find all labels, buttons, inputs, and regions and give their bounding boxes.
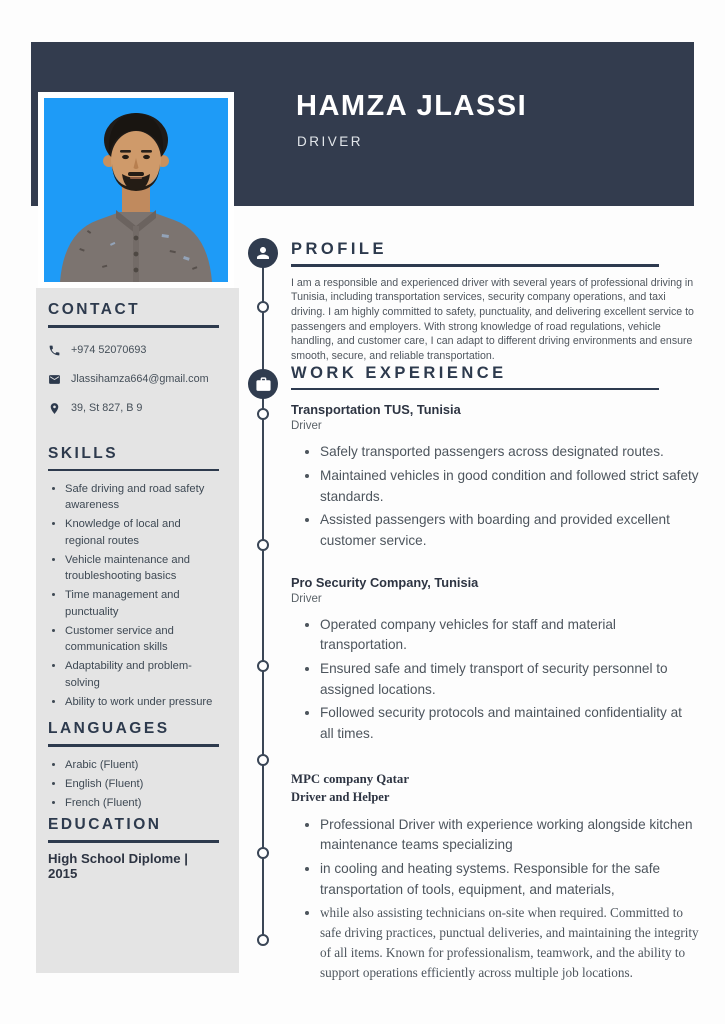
job-entry [291,772,699,984]
job-bullet: • Followed security protocols and maintained confidentiality at all times. [320,703,699,744]
street-address: 39, St 827, B 9 [71,402,143,414]
language-item: • English (Fluent) [65,776,219,792]
job-role: Driver [291,420,322,433]
skill-item: • Time management and punctuality [65,587,219,619]
sidebar [36,288,239,973]
person-icon [254,244,272,262]
languages-underline [48,744,219,747]
skill-item: • Customer service and communication skills [65,623,219,655]
languages-heading: LANGUAGES [48,720,170,738]
timeline-node [257,408,269,420]
timeline-node [257,754,269,766]
skill-item: • Ability to work under pressure [65,694,219,710]
timeline-node [257,934,269,946]
job-company: MPC company Qatar [291,771,409,786]
person-job-title: DRIVER [297,134,364,149]
timeline-node [257,301,269,313]
contact-section [48,301,219,415]
contact-underline [48,325,219,328]
education-section [48,816,219,881]
job-bullet: • Ensured safe and timely transport of security personnel to assigned locations. [320,659,699,700]
work-experience-heading: WORK EXPERIENCE [291,363,507,382]
work-badge [248,369,278,399]
job-role: Driver and Helper [291,789,390,804]
phone-icon [48,344,61,357]
work-underline [291,388,659,391]
timeline-line [262,253,264,939]
timeline-node [257,539,269,551]
education-degree: High School Diplome | 2015 [48,850,188,881]
job-bullet: • Professional Driver with experience working alongside kitchen maintenance teams specializing [320,815,699,856]
job-bullet: • while also assisting technicians on-site when required. Committed to safe driving practices, punctual deliveries, and maintaining the integrity of all items. Known for professionalism, teamwork, and the ability to support operations efficiently across multiple job locations. [320,903,699,983]
timeline-node [257,847,269,859]
job-bullet: • Maintained vehicles in good condition and followed strict safety standards. [320,466,699,507]
portrait-illustration [44,98,228,282]
languages-section [48,720,219,811]
skills-underline [48,469,219,472]
phone-number: +974 52070693 [71,344,147,356]
languages-list [48,757,219,812]
job-bullet: • Operated company vehicles for staff and material transportation. [320,615,699,656]
education-heading: EDUCATION [48,816,162,834]
contact-row-phone [48,344,219,357]
skills-list [48,481,219,710]
job-bullet: • Safely transported passengers across designated routes. [320,442,699,463]
job-bullet: • Assisted passengers with boarding and provided excellent customer service. [320,510,699,551]
skill-item: • Adaptability and problem-solving [65,658,219,690]
job-role: Driver [291,592,322,605]
profile-underline [291,264,659,267]
skills-heading: SKILLS [48,444,119,462]
job-bullet-list [291,615,699,745]
job-company: Pro Security Company, Tunisia [291,574,479,590]
email-address: Jlassihamza664@gmail.com [71,373,209,385]
profile-photo [38,92,234,288]
skill-item: • Safe driving and road safety awareness [65,481,219,513]
job-entry [291,402,699,551]
profile-heading: PROFILE [291,240,388,258]
main-column [291,240,699,986]
timeline-node [257,660,269,672]
contact-heading: CONTACT [48,301,141,318]
language-item: • French (Fluent) [65,795,219,811]
profile-badge [248,238,278,268]
person-name: HAMZA JLASSI [296,90,528,122]
skill-item: • Vehicle maintenance and troubleshooting basics [65,552,219,584]
skill-item: • Knowledge of local and regional routes [65,516,219,548]
job-bullet-list [291,442,699,551]
job-company: Transportation TUS, Tunisia [291,402,461,418]
job-bullet: • in cooling and heating systems. Responsible for the safe transportation of tools, equipment, and materials, [320,859,699,900]
briefcase-icon [255,376,272,393]
contact-row-email [48,373,219,386]
language-item: • Arabic (Fluent) [65,757,219,773]
envelope-icon [48,373,61,386]
job-bullet-list [291,815,699,984]
education-underline [48,840,219,843]
contact-row-address [48,402,219,415]
job-entry [291,575,699,745]
profile-summary: I am a responsible and experienced driver with several years of professional driving in Tunisia, including transportation services, security company operations, and taxi driving. I am highly committed to safety, punctuality, and delivering excellent service to passengers and employers. With strong knowledge of road regulations, vehicle handling, and customer care, I can adapt to different driving environments and ensure smooth, secure, and reliable transportation. [291,276,694,363]
location-pin-icon [48,402,61,415]
skills-section [48,445,219,711]
